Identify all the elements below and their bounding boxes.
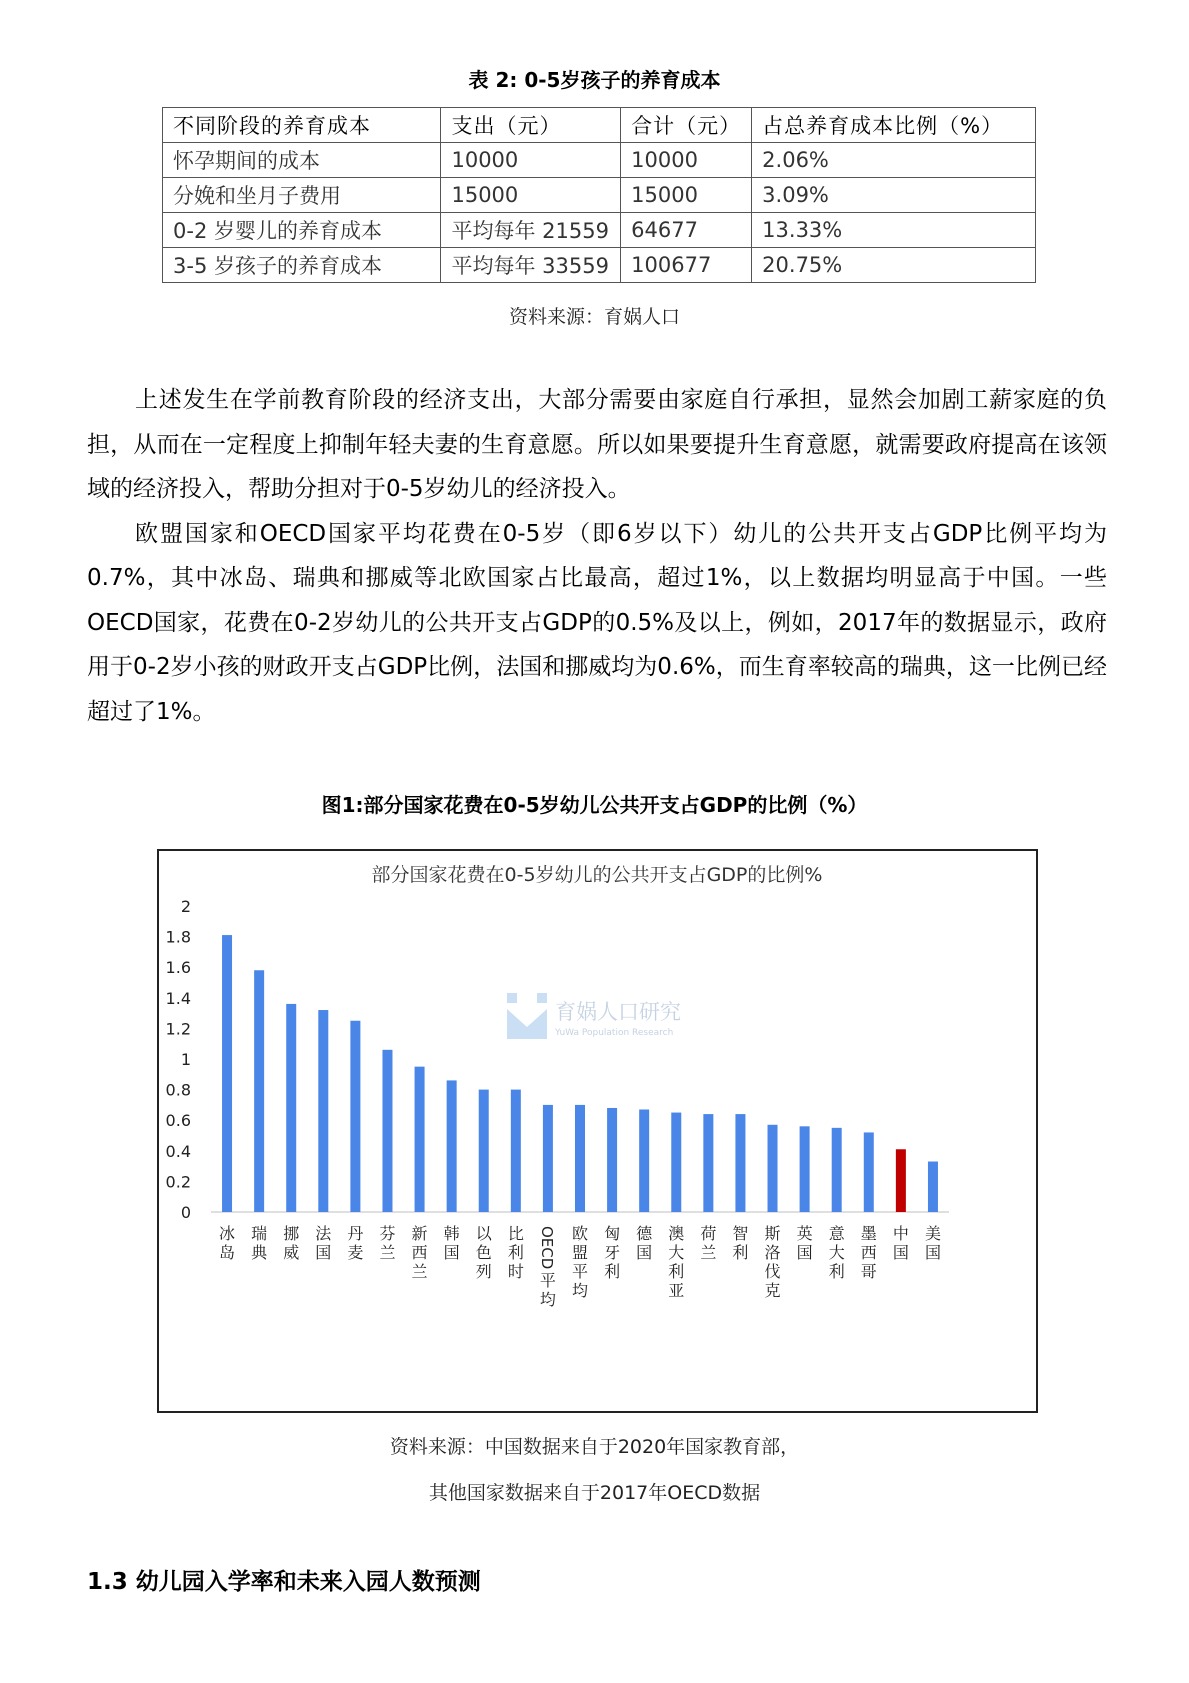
bar — [254, 970, 264, 1212]
x-tick-label-char: 德 — [636, 1224, 653, 1243]
x-tick-label-char: 洛 — [764, 1243, 781, 1262]
table-header-row — [163, 108, 1036, 143]
cell-total: 10000 — [621, 143, 752, 178]
cell-expense: 15000 — [441, 178, 621, 213]
cost-table — [162, 107, 1036, 283]
x-tick-label-char: 国 — [892, 1243, 909, 1262]
x-tick-label-char: 国 — [636, 1243, 653, 1262]
cell-expense: 平均每年 33559 — [441, 248, 621, 283]
x-tick-label-char: 大 — [828, 1243, 845, 1262]
x-tick-label-char: 中 — [892, 1224, 909, 1243]
y-axis — [166, 897, 949, 1222]
body-text — [87, 378, 1107, 734]
bar — [735, 1114, 745, 1212]
chart-frame — [157, 849, 1038, 1413]
bar — [222, 935, 232, 1212]
x-tick-label-char: 英 — [796, 1224, 813, 1243]
x-tick-label-char: 新 — [411, 1224, 428, 1243]
x-tick-label-char: 智 — [732, 1224, 749, 1243]
watermark — [507, 993, 681, 1039]
header-expense: 支出（元） — [441, 108, 621, 143]
x-tick-label-char: 墨 — [860, 1224, 877, 1243]
bar — [639, 1109, 649, 1212]
cell-total: 100677 — [621, 248, 752, 283]
x-tick-label-char: 丹 — [347, 1224, 364, 1243]
bar — [415, 1067, 425, 1212]
x-tick-label: OECD — [537, 1226, 556, 1270]
watermark-logo-icon — [507, 993, 547, 1039]
x-tick-label-char: 平 — [571, 1262, 589, 1281]
y-tick-label: 2 — [180, 897, 191, 916]
x-tick-label-char: 亚 — [668, 1281, 685, 1300]
x-tick-label-char: 韩 — [443, 1224, 460, 1243]
bar — [350, 1021, 360, 1212]
y-tick-label: 0.4 — [165, 1141, 191, 1161]
x-tick-label-char: 色 — [475, 1243, 492, 1262]
y-tick-label: 0 — [180, 1203, 191, 1222]
x-tick-label-char: 均 — [539, 1290, 556, 1309]
bar — [832, 1128, 842, 1212]
x-tick-label-char: 西 — [411, 1243, 428, 1262]
figure-source-line-2: 其他国家数据来自于2017年OECD数据 — [428, 1482, 761, 1504]
x-tick-label-char: 澳 — [668, 1224, 685, 1243]
table-caption: 表 2: 0-5岁孩子的养育成本 — [468, 68, 721, 92]
x-axis-labels — [219, 1224, 941, 1309]
x-tick-label-char: 兰 — [411, 1262, 428, 1281]
bar — [864, 1132, 874, 1212]
x-tick-label-char: 瑞 — [251, 1224, 268, 1243]
x-tick-label-char: 国 — [924, 1243, 941, 1262]
x-tick-label-char: 西 — [860, 1243, 877, 1262]
y-tick-label: 1.4 — [165, 988, 191, 1008]
bar — [382, 1050, 392, 1212]
cell-expense: 10000 — [441, 143, 621, 178]
bar — [318, 1010, 328, 1212]
bar — [703, 1114, 713, 1212]
x-tick-label-char: 国 — [443, 1243, 460, 1262]
x-tick-label-char: 利 — [668, 1262, 685, 1281]
x-tick-label-char: 意 — [828, 1224, 845, 1243]
x-tick-label-char: 平 — [539, 1271, 556, 1290]
x-tick-label-char: 法 — [315, 1224, 332, 1243]
paragraph: 上述发生在学前教育阶段的经济支出，大部分需要由家庭自行承担，显然会加剧工薪家庭的负担，从而在一定程度上抑制年轻夫妻的生育意愿。所以如果要提升生育意愿，就需要政府提高在该领域的经济投入，帮助分担对于0-5岁幼儿的经济投入。 — [87, 387, 1107, 502]
x-tick-label-char: 匈 — [604, 1224, 621, 1243]
x-tick-label-char: 芬 — [379, 1224, 396, 1243]
x-tick-label-char: 麦 — [347, 1243, 364, 1262]
x-tick-label-char: 国 — [315, 1243, 332, 1262]
bar — [800, 1126, 810, 1212]
table-source: 资料来源：育娲人口 — [508, 306, 680, 328]
x-tick-label-char: 利 — [828, 1262, 845, 1281]
y-tick-label: 0.8 — [165, 1080, 191, 1100]
watermark-title: 育娲人口研究 — [555, 1000, 681, 1024]
cell-ratio: 20.75% — [752, 248, 1036, 283]
x-tick-label-char: 比 — [507, 1224, 524, 1243]
y-tick-label: 1.8 — [165, 927, 191, 947]
cell-stage: 怀孕期间的成本 — [163, 143, 441, 178]
bar — [511, 1090, 521, 1212]
x-tick-label-char: 利 — [604, 1262, 621, 1281]
header-stage: 不同阶段的养育成本 — [163, 108, 441, 143]
x-tick-label-char: 盟 — [571, 1243, 589, 1262]
bar — [607, 1108, 617, 1212]
y-tick-label: 1.6 — [165, 958, 191, 978]
x-tick-label-char: 挪 — [283, 1224, 300, 1243]
cell-stage: 3-5 岁孩子的养育成本 — [163, 248, 441, 283]
x-tick-label-char: 典 — [251, 1243, 268, 1262]
x-tick-label-char: 克 — [764, 1281, 781, 1300]
x-tick-label-char: 荷 — [700, 1224, 717, 1243]
y-tick-label: 1.2 — [165, 1019, 191, 1039]
table-row — [163, 143, 1036, 178]
bar — [479, 1090, 489, 1212]
x-tick-label-char: 利 — [507, 1243, 524, 1262]
header-ratio: 占总养育成本比例（%） — [752, 108, 1036, 143]
bar — [928, 1162, 938, 1212]
bar — [575, 1105, 585, 1212]
x-tick-label-char: 岛 — [219, 1243, 236, 1262]
paragraph: 欧盟国家和OECD国家平均花费在0-5岁（即6岁以下）幼儿的公共开支占GDP比例平均为0.7%，其中冰岛、瑞典和挪威等北欧国家占比最高，超过1%，以上数据均明显高于中国。一些OECD国家，花费在0-2岁幼儿的公共开支占GDP的0.5%及以上，例如，2017年的数据显示，政府用于0-2岁小孩的财政开支占GDP比例，法国和挪威均为0.6%，而生育率较高的瑞典，这一比例已经超过了1%。 — [87, 520, 1107, 725]
x-tick-label-char: 冰 — [219, 1224, 236, 1243]
bar — [896, 1149, 906, 1212]
cell-total: 64677 — [621, 213, 752, 248]
table-row — [163, 213, 1036, 248]
table-row — [163, 178, 1036, 213]
cell-stage: 0-2 岁婴儿的养育成本 — [163, 213, 441, 248]
x-tick-label-char: 国 — [796, 1243, 813, 1262]
x-tick-label-char: 时 — [507, 1262, 524, 1281]
cell-ratio: 13.33% — [752, 213, 1036, 248]
x-tick-label-char: 均 — [571, 1281, 589, 1300]
chart-title: 部分国家花费在0-5岁幼儿的公共开支占GDP的比例% — [371, 864, 823, 886]
section-heading: 1.3 幼儿园入学率和未来入园人数预测 — [87, 1569, 481, 1595]
bar — [286, 1004, 296, 1212]
x-tick-label-char: 以 — [475, 1224, 492, 1243]
y-tick-label: 0.6 — [165, 1111, 191, 1131]
watermark-subtitle: YuWa Population Research — [555, 1028, 674, 1038]
x-tick-label-char: 威 — [283, 1243, 300, 1262]
bar-chart — [159, 851, 1036, 1411]
x-tick-label-char: 兰 — [379, 1243, 396, 1262]
x-tick-label-char: 美 — [924, 1224, 941, 1243]
figure-source-line-1: 资料来源：中国数据来自于2020年国家教育部， — [389, 1436, 800, 1458]
bar — [671, 1113, 681, 1212]
bar — [447, 1080, 457, 1212]
bar — [768, 1125, 778, 1212]
x-tick-label-char: 牙 — [604, 1243, 621, 1262]
table-row — [163, 248, 1036, 283]
bar-series — [222, 935, 938, 1212]
cell-ratio: 2.06% — [752, 143, 1036, 178]
x-tick-label-char: 兰 — [700, 1243, 717, 1262]
cell-total: 15000 — [621, 178, 752, 213]
x-tick-label-char: 伐 — [764, 1262, 781, 1281]
cell-stage: 分娩和坐月子费用 — [163, 178, 441, 213]
x-tick-label-char: 哥 — [860, 1262, 877, 1281]
x-tick-label-char: 斯 — [764, 1224, 781, 1243]
figure-caption: 图1:部分国家花费在0-5岁幼儿公共开支占GDP的比例（%） — [321, 793, 868, 817]
header-total: 合计（元） — [621, 108, 752, 143]
x-tick-label-char: 列 — [475, 1262, 492, 1281]
x-tick-label-char: 大 — [668, 1243, 685, 1262]
x-tick-label-char: 欧 — [571, 1224, 589, 1243]
bar — [543, 1105, 553, 1212]
cell-expense: 平均每年 21559 — [441, 213, 621, 248]
cell-ratio: 3.09% — [752, 178, 1036, 213]
y-tick-label: 1 — [180, 1050, 191, 1069]
x-tick-label-char: 利 — [732, 1243, 749, 1262]
y-tick-label: 0.2 — [165, 1172, 191, 1192]
